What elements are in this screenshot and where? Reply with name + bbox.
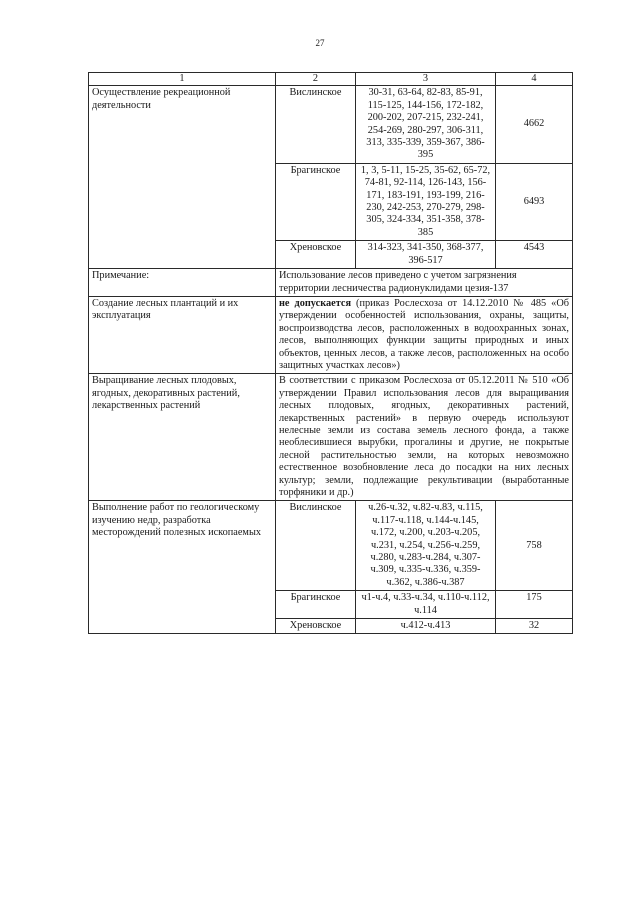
column-header-1: 1 <box>89 73 276 86</box>
quarters-cell: ч1-ч.4, ч.33-ч.34, ч.110-ч.112, ч.114 <box>356 591 496 619</box>
regulation-cell <box>276 296 573 373</box>
area-cell: 758 <box>496 501 573 591</box>
forestry-cell: Хреновское <box>276 619 356 634</box>
column-header-3: 3 <box>356 73 496 86</box>
note-text: Использование лесов приведено с учетом загрязнения территории лесничества радионуклидами цезия-137 <box>276 269 573 297</box>
activity-cell: Осуществление рекреационной деятельности <box>89 86 276 269</box>
table-row <box>89 501 573 591</box>
table-row <box>89 296 573 373</box>
area-cell: 175 <box>496 591 573 619</box>
area-cell: 4543 <box>496 241 573 269</box>
area-cell: 6493 <box>496 163 573 240</box>
quarters-cell: ч.412-ч.413 <box>356 619 496 634</box>
activity-cell: Создание лесных плантаций и их эксплуатация <box>89 296 276 373</box>
note-row <box>89 269 573 297</box>
header-row <box>89 73 573 86</box>
forestry-cell: Брагинское <box>276 591 356 619</box>
quarters-cell: ч.26-ч.32, ч.82-ч.83, ч.115, ч.117-ч.118, ч.144-ч.145, ч.172, ч.200, ч.203-ч.205, ч.231, ч.254, ч.256-ч.259, ч.280, ч.283-ч.284, ч.307-ч.309, ч.335-ч.336, ч.359-ч.362, ч.386-ч.387 <box>356 501 496 591</box>
activity-cell: Выполнение работ по геологическому изучению недр, разработка месторождений полезных ископаемых <box>89 501 276 634</box>
table-row <box>89 374 573 501</box>
page-number: 27 <box>315 38 325 48</box>
forestry-cell: Вислинское <box>276 86 356 163</box>
regulation-text: (приказ Рослесхоза от 14.12.2010 № 485 «Об утверждении особенностей использования, охраны, защиты, воспроизводства лесов, расположенных в водоохранных зонах, лесов, выполняющих функции защиты природных и иных объектов, ценных лесов, а также лесов, расположенных на особо защитных участках лесов») <box>279 297 569 371</box>
table-row <box>89 86 573 163</box>
note-label: Примечание: <box>89 269 276 297</box>
activity-cell: Выращивание лесных плодовых, ягодных, декоративных растений, лекарственных растений <box>89 374 276 501</box>
column-header-2: 2 <box>276 73 356 86</box>
regulation-text: В соответствии с приказом Рослесхоза от 05.12.2011 № 510 «Об утверждении Правил использования лесов для выращивания лесных плодовых, ягодных, декоративных растений, лекарственных растений» в первую очередь используют нелесные земли из состава земель лесного фонда, а также необлесившиеся вырубки, прогалины и другие, не покрытые лесной растительностью земли, на которых невозможно естественное возобновление леса до посадки на них лесных культур; земли, подлежащие рекультивации (выработанные торфяники и др.) <box>276 374 573 501</box>
column-header-4: 4 <box>496 73 573 86</box>
area-cell: 32 <box>496 619 573 634</box>
prohibited-label: не допускается <box>279 297 352 309</box>
area-cell: 4662 <box>496 86 573 163</box>
quarters-cell: 314-323, 341-350, 368-377, 396-517 <box>356 241 496 269</box>
forestry-cell: Брагинское <box>276 163 356 240</box>
forest-use-table <box>88 72 573 634</box>
quarters-cell: 30-31, 63-64, 82-83, 85-91, 115-125, 144-156, 172-182, 200-202, 207-215, 232-241, 254-269, 280-297, 306-311, 313, 335-339, 359-367, 386-395 <box>356 86 496 163</box>
forestry-cell: Вислинское <box>276 501 356 591</box>
quarters-cell: 1, 3, 5-11, 15-25, 35-62, 65-72, 74-81, 92-114, 126-143, 156-171, 183-191, 193-199, 216-230, 242-253, 270-279, 298-305, 324-334, 351-358, 378-385 <box>356 163 496 240</box>
forestry-cell: Хреновское <box>276 241 356 269</box>
